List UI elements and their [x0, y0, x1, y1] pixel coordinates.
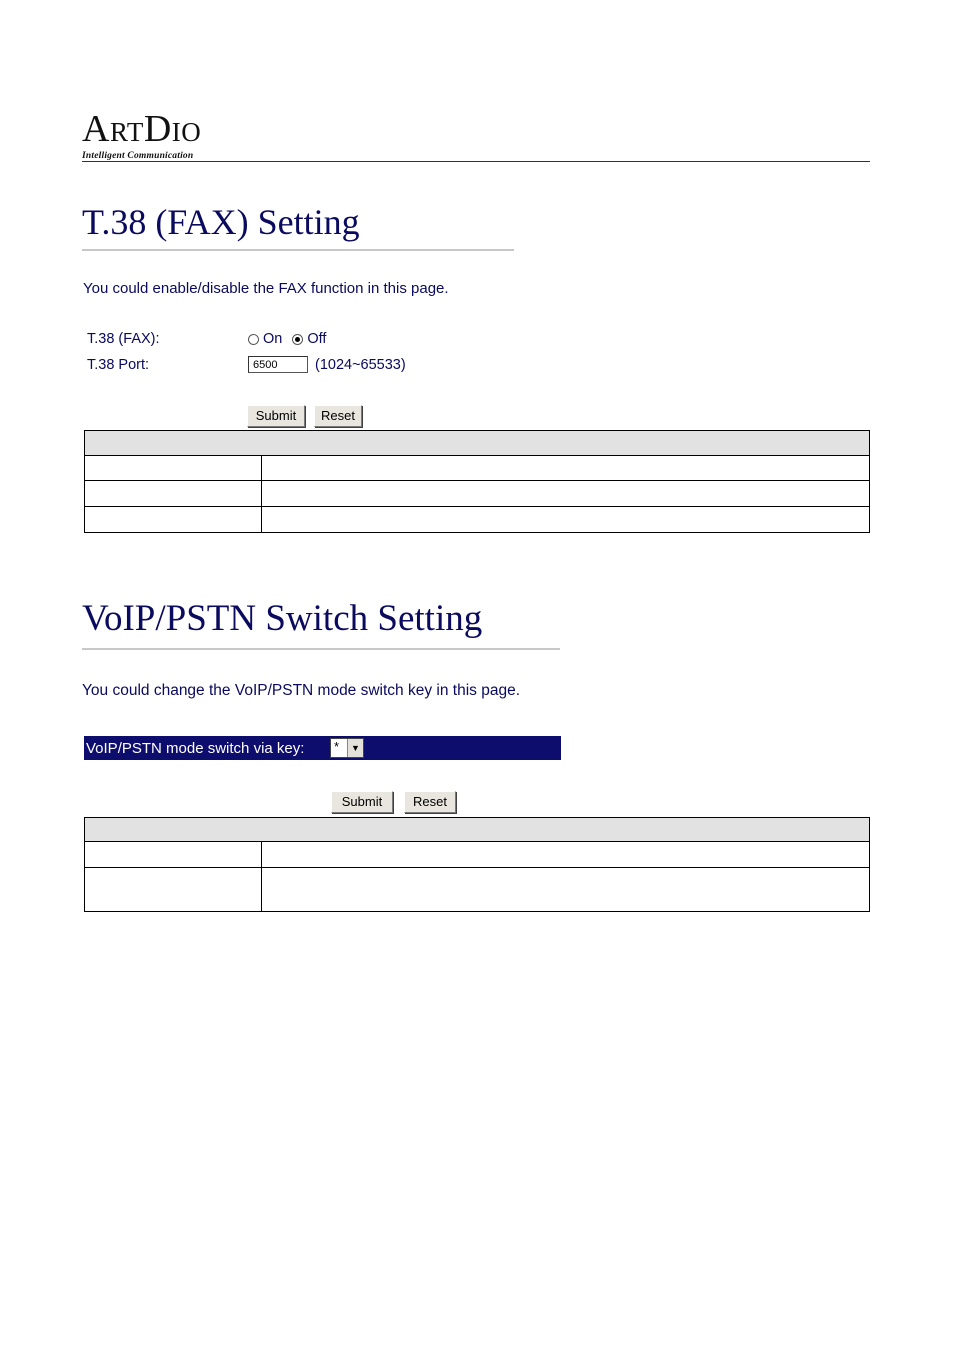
switch-title-underline	[82, 648, 560, 650]
logo-wordmark: ARTDIO	[82, 108, 202, 150]
switch-info-table	[84, 817, 870, 912]
switch-reset-button[interactable]: Reset	[404, 791, 456, 813]
table-header-cell	[85, 818, 870, 842]
fax-off-label: Off	[307, 331, 327, 347]
switch-submit-button[interactable]: Submit	[331, 791, 393, 813]
fax-off-radio[interactable]	[292, 334, 303, 345]
table-header-cell	[85, 431, 870, 456]
fax-radio-group	[248, 331, 336, 347]
fax-port-label: T.38 Port:	[87, 357, 150, 373]
table-cell	[262, 456, 870, 481]
table-header-row	[85, 431, 870, 456]
switch-description: You could change the VoIP/PSTN mode switch key in this page.	[82, 682, 520, 699]
fax-reset-button[interactable]: Reset	[314, 405, 362, 427]
fax-submit-button[interactable]: Submit	[247, 405, 305, 427]
table-cell	[262, 842, 870, 868]
table-header-row	[85, 818, 870, 842]
table-cell	[85, 456, 262, 481]
table-cell	[85, 868, 262, 912]
table-row	[85, 507, 870, 533]
table-row	[85, 481, 870, 507]
switch-key-select[interactable]	[330, 738, 364, 758]
fax-title-underline	[82, 249, 514, 251]
table-row	[85, 456, 870, 481]
logo-tagline: Intelligent Communication	[82, 151, 194, 161]
artdio-logo	[82, 110, 201, 161]
table-cell	[262, 481, 870, 507]
fax-port-range: (1024~65533)	[315, 357, 406, 373]
header-divider	[82, 161, 870, 162]
switch-section-title: VoIP/PSTN Switch Setting	[82, 598, 483, 639]
table-row	[85, 842, 870, 868]
table-cell	[262, 868, 870, 912]
switch-key-value: *	[334, 739, 340, 754]
fax-on-label: On	[263, 331, 283, 347]
table-cell	[85, 842, 262, 868]
table-row	[85, 868, 870, 912]
fax-toggle-label: T.38 (FAX):	[87, 331, 160, 347]
chevron-down-icon[interactable]: ▼	[347, 739, 363, 757]
table-cell	[262, 507, 870, 533]
fax-on-radio[interactable]	[248, 334, 259, 345]
table-cell	[85, 481, 262, 507]
fax-section-title: T.38 (FAX) Setting	[82, 202, 360, 242]
fax-info-table	[84, 430, 870, 533]
table-cell	[85, 507, 262, 533]
mode-switch-label: VoIP/PSTN mode switch via key:	[86, 740, 305, 757]
fax-port-input[interactable]: 6500	[248, 356, 308, 373]
fax-description: You could enable/disable the FAX function in this page.	[83, 280, 449, 297]
